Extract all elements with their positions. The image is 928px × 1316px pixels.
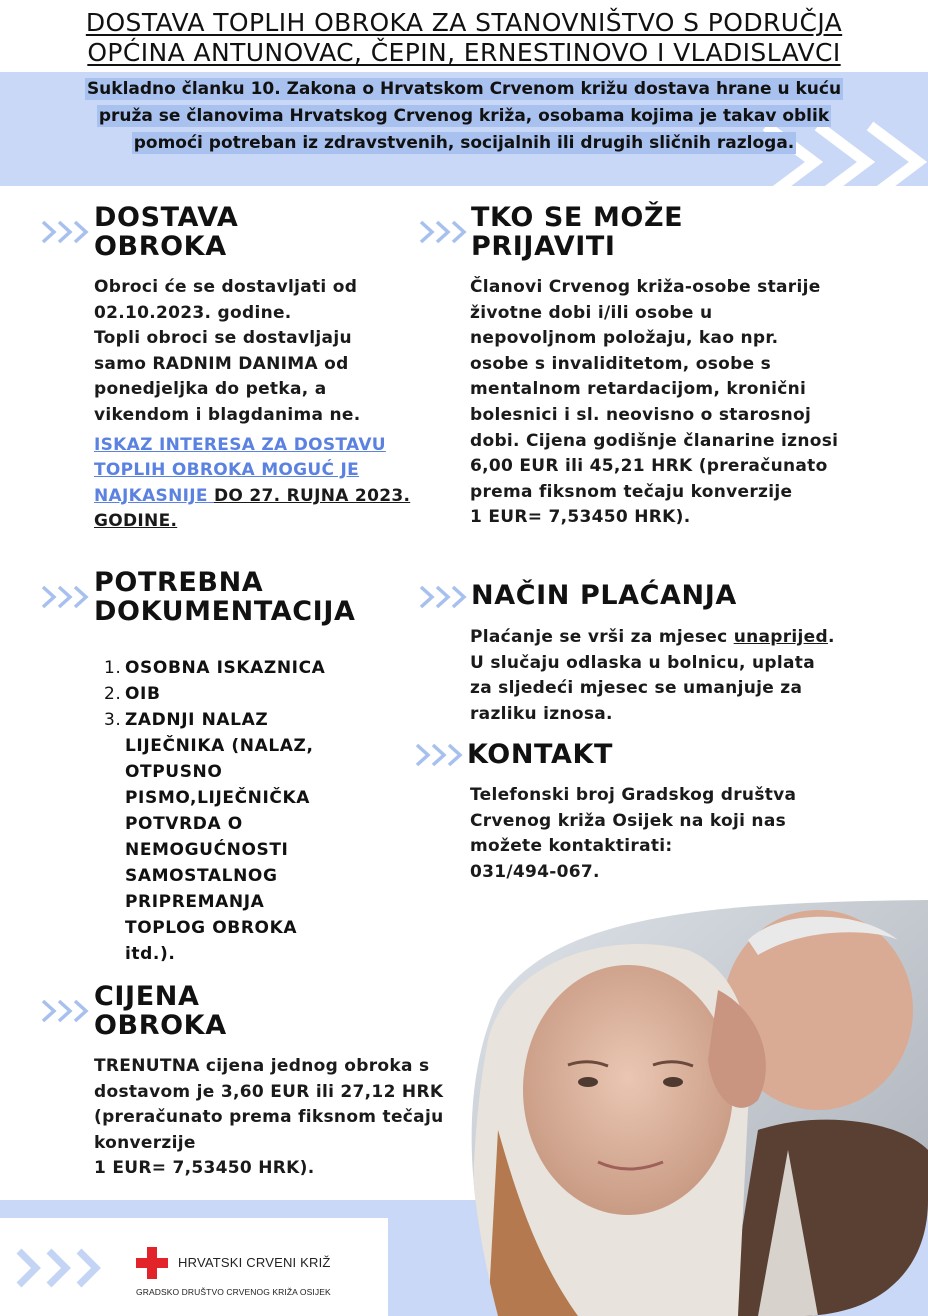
deadline-text: DO 27. RUJNA 2023. GODINE. — [94, 485, 411, 532]
heading-nacin-placanja: NAČIN PLAĆANJA — [471, 580, 737, 611]
list-item: 2. OIB — [104, 684, 161, 704]
heading-tko-se-moze-prijaviti: TKO SE MOŽE PRIJAVITI — [471, 202, 684, 262]
chevron-arrows-icon — [414, 742, 466, 768]
document-list — [96, 655, 396, 967]
list-item: 3. ZADNJI NALAZ LIJEČNIKA (NALAZ, OTPUSNO PISMO,LIJEČNIČKA POTVRDA O NEMOGUĆNOSTI SAMOSTALNOG PRIPREMANJA TOPLOG OBROKA itd.). — [104, 710, 314, 964]
chevron-arrows-icon — [40, 998, 92, 1024]
heading-kontakt: KONTAKT — [467, 739, 614, 770]
placanje-text: Plaćanje se vrši za mjesec unaprijed. U slučaju odlaska u bolnicu, uplata za sljedeći mjesec se umanjuje za razliku iznosa. — [470, 627, 835, 724]
main-title: DOSTAVA TOPLIH OBROKA ZA STANOVNIŠTVO S PODRUČJA OPĆINA ANTUNOVAC, ČEPIN, ERNESTINOVO I VLADISLAVCI — [85, 8, 843, 67]
intro-paragraph: Sukladno članku 10. Zakona o Hrvatskom Crvenom križu dostava hrane u kuću pruža se članovima Hrvatskog Crvenog križa, osobama kojima je takav oblik pomoći potreban iz zdravstvenih, socijalnih ili drugih sličnih razloga. — [86, 79, 842, 153]
phone-number: 031/494-067. — [470, 861, 600, 882]
heading-cijena-obroka: CIJENA OBROKA — [94, 981, 227, 1041]
kontakt-text: Telefonski broj Gradskog društva Crvenog križa Osijek na koji nas možete kontaktirati: 031/494-067. — [470, 783, 842, 885]
chevron-arrows-icon — [14, 1246, 108, 1290]
logo-title: HRVATSKI CRVENI KRIŽ — [178, 1255, 331, 1270]
tko-text: Članovi Crvenog križa-osobe starije životne dobi i/ili osobe u nepovoljnom položaju, kao npr. osobe s invaliditetom, osobe s mentalnom retardacijom, kronični bolesnici i sl. neovisno o starosnoj dobi. Cijena godišnje članarine iznosi 6,00 EUR ili 45,21 HRK (preračunato prema fiksnom tečaju konverzije 1 EUR= 7,53450 HRK). — [470, 277, 839, 528]
logo-subtitle: GRADSKO DRUŠTVO CRVENOG KRIŽA OSIJEK — [136, 1287, 331, 1297]
dostava-text: Obroci će se dostavljati od 02.10.2023. godine. Topli obroci se dostavljaju samo RADNIM DANIMA od ponedjeljka do petka, a vikendom i blagdanima ne. ISKAZ INTERESA ZA DOSTAVU TOPLIH OBROKA MOGUĆ JE NAJKASNIJE DO 27. RUJNA 2023. GODINE. — [94, 277, 411, 532]
heading-dokumentacija: POTREBNA DOKUMENTACIJA — [94, 567, 356, 627]
list-item: 1. OSOBNA ISKAZNICA — [104, 658, 326, 678]
chevron-arrows-icon — [40, 584, 92, 610]
chevron-arrows-icon — [418, 219, 470, 245]
cijena-text: TRENUTNA cijena jednog obroka s dostavom je 3,60 EUR ili 27,12 HRK (preračunato prema fiksnom tečaju konverzije 1 EUR= 7,53450 HRK). — [94, 1056, 444, 1179]
chevron-arrows-icon — [418, 584, 470, 610]
chevron-arrows-icon — [40, 219, 92, 245]
red-cross-logo-icon — [136, 1247, 168, 1279]
elderly-couple-photo — [458, 900, 928, 1316]
heading-dostava-obroka: DOSTAVA OBROKA — [94, 202, 239, 262]
interest-link[interactable]: ISKAZ INTERESA ZA DOSTAVU TOPLIH OBROKA MOGUĆ JE NAJKASNIJE — [94, 434, 386, 506]
